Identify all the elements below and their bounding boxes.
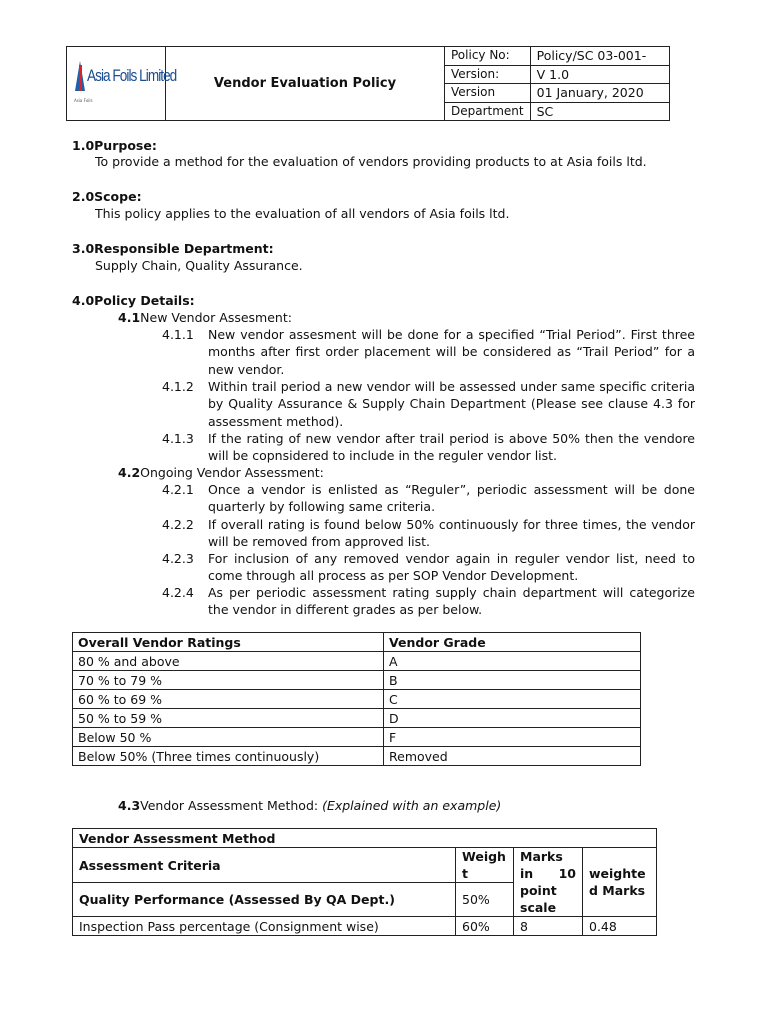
column-header: Assessment Criteria [73,848,456,883]
column-header: Weigh t [456,848,514,883]
weight-cell: 60% [456,917,514,936]
subsection-4-1-heading [118,309,292,326]
meta-label: Policy No: [445,47,531,66]
assessment-method-table [72,828,657,936]
grade-cell: C [384,690,641,709]
responsible-heading: 3.0Responsible Department: [72,241,274,256]
table-title-row [73,829,657,848]
meta-value: 01 January, 2020 [530,84,669,103]
grade-cell: F [384,728,641,747]
clause-text: Once a vendor is enlisted as “Reguler”, periodic assessment will be done quarterly by following same criteria. [208,482,695,515]
clause-number: 4.2.1 [162,482,194,497]
document-title: Vendor Evaluation Policy [166,47,445,121]
responsible-text: Supply Chain, Quality Assurance. [95,258,303,273]
table-title: Vendor Assessment Method [73,829,657,848]
grade-cell: Removed [384,747,641,766]
group-weight: 50% [456,883,514,917]
rating-cell: 70 % to 79 % [73,671,384,690]
rating-cell: 80 % and above [73,652,384,671]
clause-text: As per periodic assessment rating supply chain department will categorize the vendor in different grades as per below. [208,585,695,618]
rating-cell: 50 % to 59 % [73,709,384,728]
meta-value: Policy/SC 03-001- [530,47,669,66]
subsection-number: 4.1 [118,310,141,325]
criteria-cell: Inspection Pass percentage (Consignment wise) [73,917,456,936]
table-row [73,728,641,747]
grade-cell: D [384,709,641,728]
clause-number: 4.2.3 [162,551,194,566]
clause-text: Within trail period a new vendor will be assessed under same specific criteria by Quality Assurance & Supply Chain Department (Please see clause 4.3 for assessment method). [208,379,695,429]
policy-heading: 4.0Policy Details: [72,293,195,308]
clause-number: 4.1.3 [162,431,194,446]
table-row [73,917,657,936]
table-header-row [73,633,641,652]
clause-number: 4.2.2 [162,517,194,532]
purpose-heading: 1.0Purpose: [72,138,157,153]
clause-number: 4.1.1 [162,327,194,342]
clause-text: New vendor assesment will be done for a specified “Trial Period”. First three months after first order placement will be considered as “Trail Period” for a new vendor. [208,327,695,377]
scope-heading: 2.0Scope: [72,189,142,204]
document-header [66,46,670,121]
marks-cell: 8 [514,917,583,936]
purpose-text: To provide a method for the evaluation of vendors providing products to at Asia foils ltd. [95,154,647,169]
clause-number: 4.2.4 [162,585,194,600]
rating-cell: 60 % to 69 % [73,690,384,709]
subsection-title: New Vendor Assesment: [140,310,292,325]
subsection-number: 4.3 [118,798,141,813]
meta-label: Department [445,102,531,121]
subsection-note: (Explained with an example) [322,798,502,813]
rating-cell: Below 50% (Three times continuously) [73,747,384,766]
table-row [73,690,641,709]
column-header: Vendor Grade [384,633,641,652]
scope-text: This policy applies to the evaluation of all vendors of Asia foils ltd. [95,206,510,221]
weighted-cell: 0.48 [583,917,657,936]
rating-cell: Below 50 % [73,728,384,747]
meta-label: Version: [445,65,531,84]
subsection-4-3-heading [118,797,501,814]
logo-stripe-icon [79,65,82,91]
subsection-4-2-heading [118,464,324,481]
grade-cell: A [384,652,641,671]
subsection-title: Vendor Assessment Method: [140,798,323,813]
subsection-number: 4.2 [118,465,141,480]
meta-value: SC [530,102,669,121]
table-row [73,747,641,766]
clause-text: For inclusion of any removed vendor again in reguler vendor list, need to come through all process as per SOP Vendor Development. [208,551,695,584]
subsection-title: Ongoing Vendor Assessment: [140,465,324,480]
table-row [73,652,641,671]
table-row [73,671,641,690]
company-logo [67,47,177,120]
meta-label: Version [445,84,531,103]
clause-text: If overall rating is found below 50% continuously for three times, the vendor will be removed from approved list. [208,517,695,550]
logo-subtext: Asia Foils [74,98,93,103]
logo-cell [67,47,177,121]
column-header: Overall Vendor Ratings [73,633,384,652]
clause-text: If the rating of new vendor after trail period is above 50% then the vendore will be copnsidered to include in the reguler vendor list. [208,431,695,464]
logo-text: Asia Foils Limited [87,66,177,85]
clause-number: 4.1.2 [162,379,194,394]
grade-cell: B [384,671,641,690]
column-header: weighte d Marks [583,848,657,917]
column-header: Marks in 10 point scale [514,848,583,917]
table-row [73,709,641,728]
group-label: Quality Performance (Assessed By QA Dept.) [73,883,456,917]
table-header-row [73,848,657,883]
vendor-grades-table [72,632,641,766]
meta-value: V 1.0 [530,65,669,84]
